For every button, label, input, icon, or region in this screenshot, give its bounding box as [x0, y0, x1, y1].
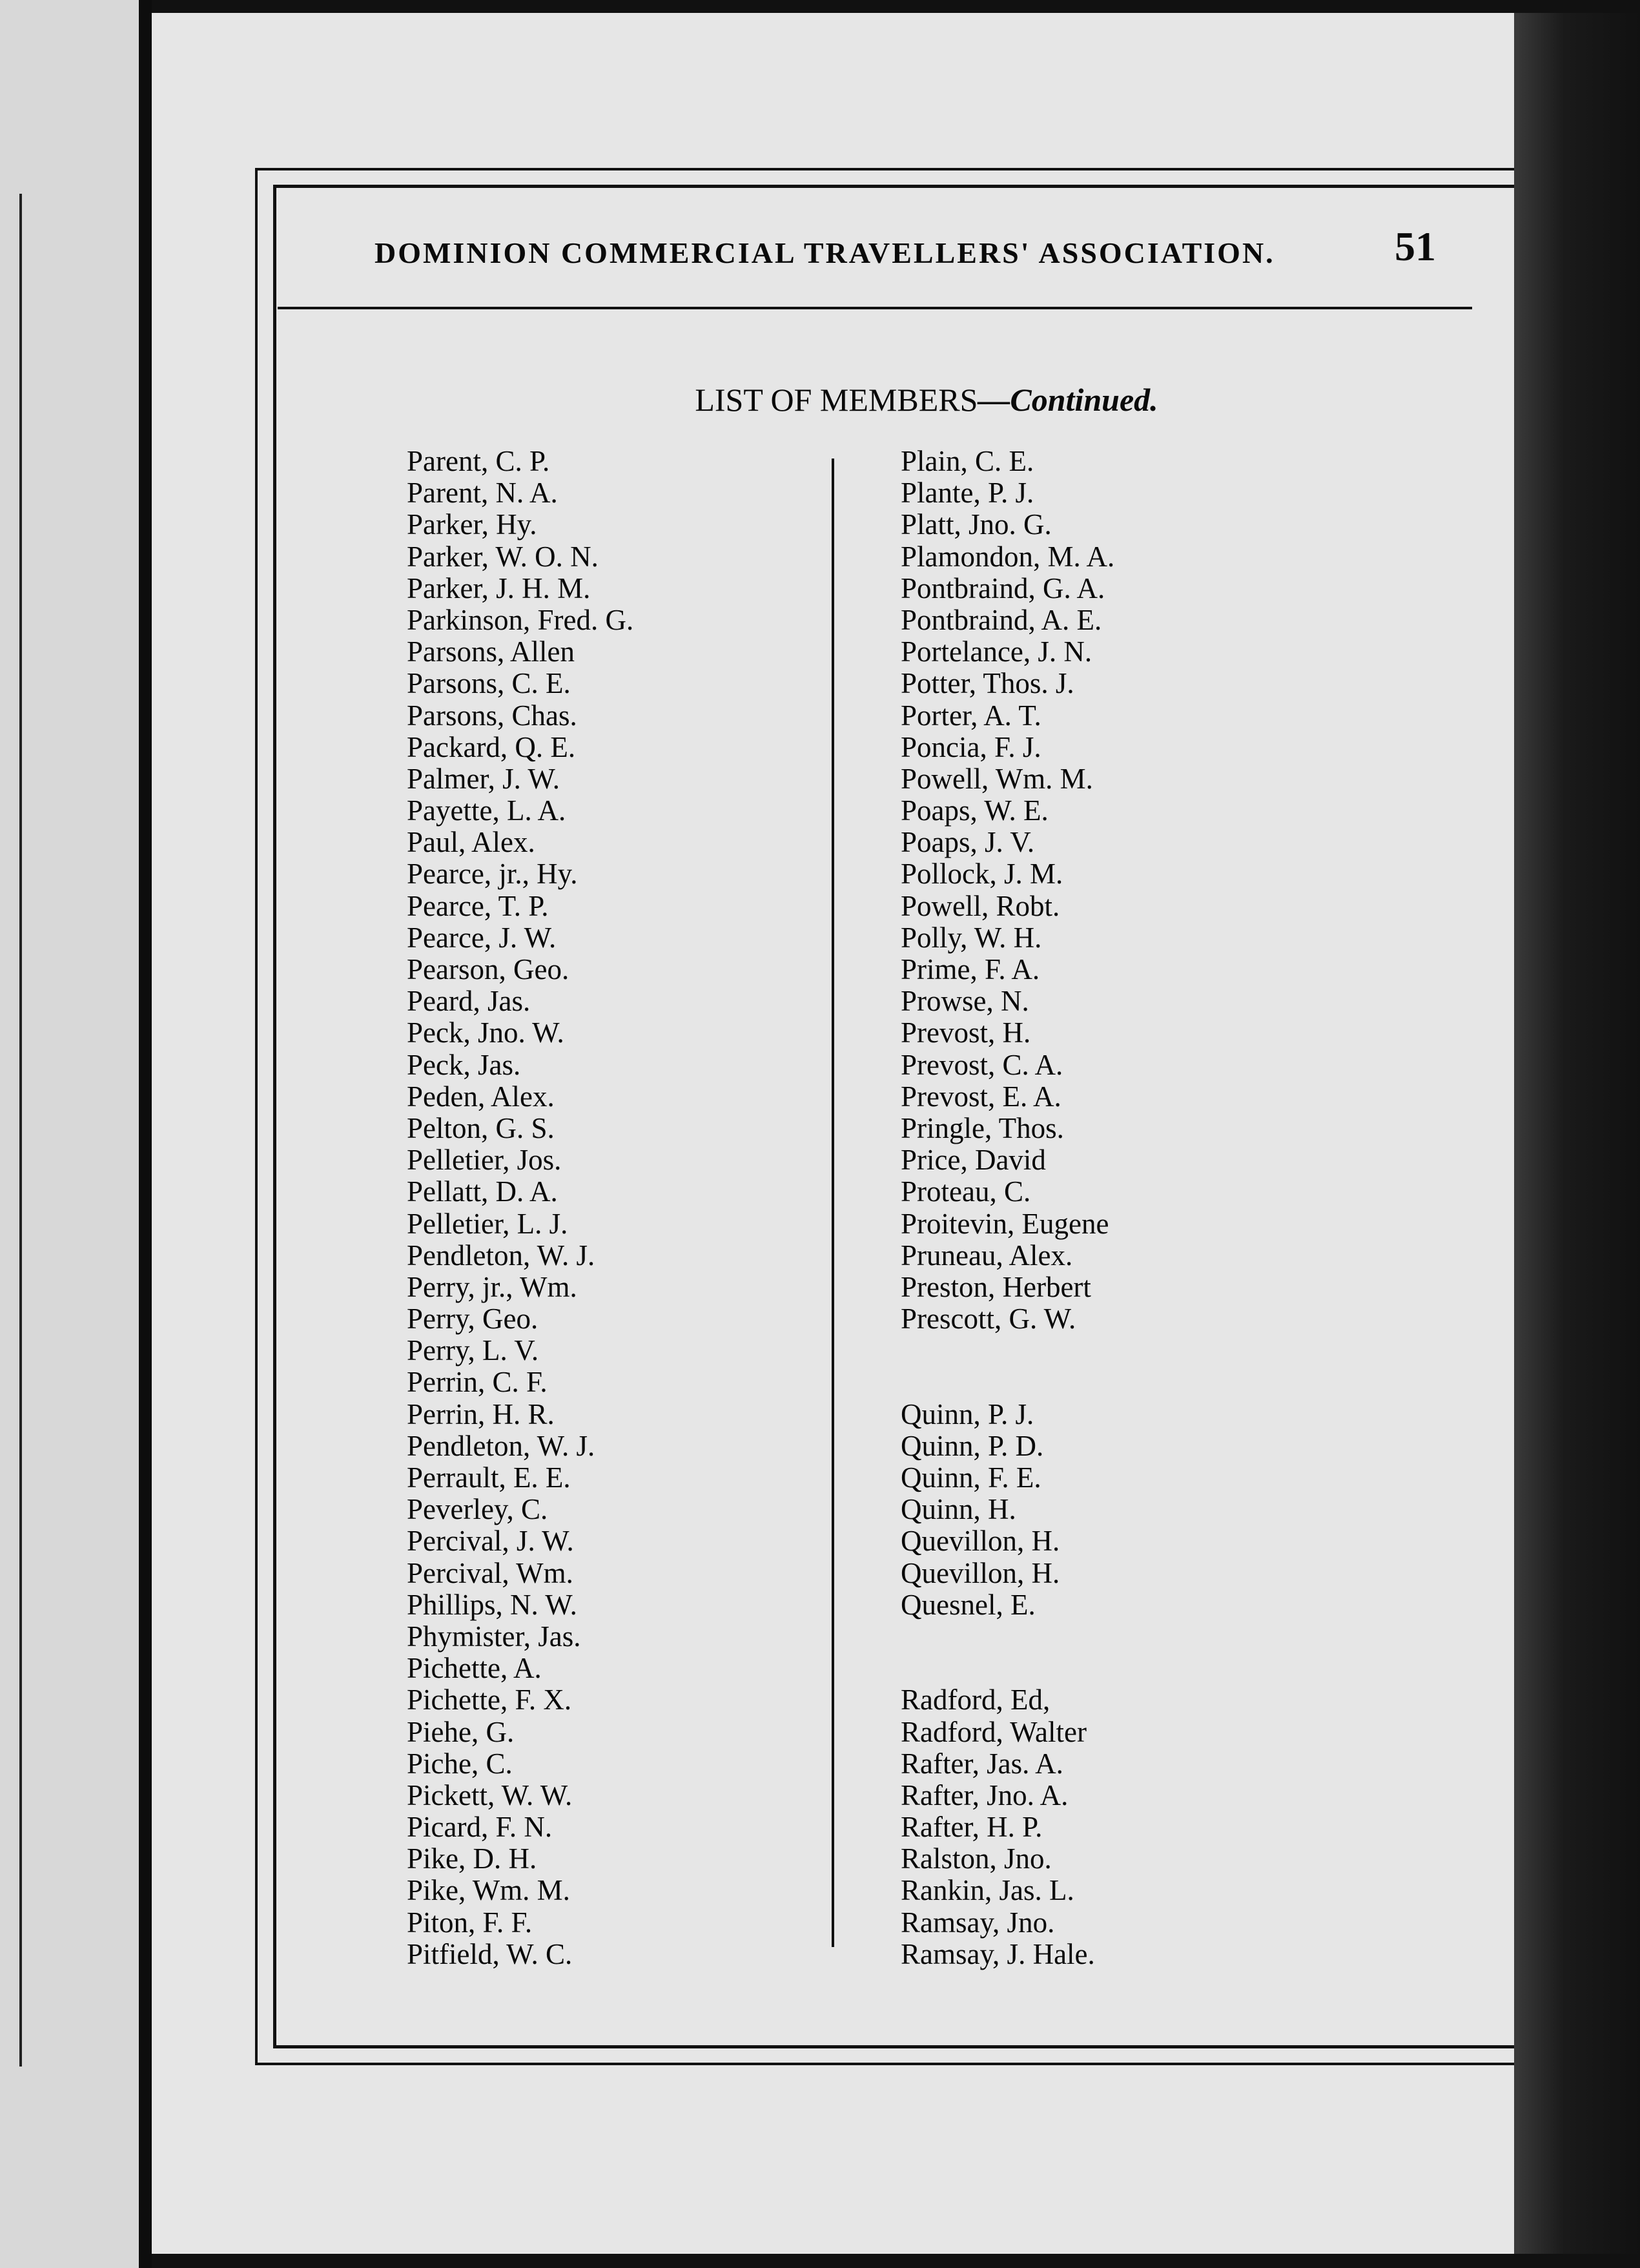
member-entry: Piton, F. F. [407, 1906, 533, 1939]
member-entry: Preston, Herbert [901, 1270, 1091, 1303]
members-right-column [901, 446, 1114, 1970]
member-entry: Pontbraind, G. A. [901, 572, 1105, 604]
member-entry: Plain, C. E. [901, 445, 1034, 477]
member-entry: Peverley, C. [407, 1493, 548, 1526]
member-entry: Prowse, N. [901, 985, 1029, 1018]
member-entry: Pitfield, W. C. [407, 1937, 573, 1970]
member-entry: Pruneau, Alex. [901, 1239, 1073, 1272]
member-entry: Paul, Alex. [407, 826, 535, 859]
member-entry: Pike, Wm. M. [407, 1874, 570, 1907]
member-entry: Quevillon, H. [901, 1556, 1060, 1589]
member-entry: Plante, P. J. [901, 477, 1034, 510]
member-entry: Perrin, H. R. [407, 1397, 555, 1430]
member-entry: Pollock, J. M. [901, 858, 1063, 891]
member-entry: Piche, C. [407, 1747, 513, 1780]
page-stack-edge [1514, 13, 1640, 2254]
letter-group-spacer [901, 1621, 1114, 1653]
member-entry: Potter, Thos. J. [901, 667, 1074, 700]
member-entry: Poaps, W. E. [901, 794, 1049, 827]
member-entry: Quinn, P. J. [901, 1397, 1034, 1430]
member-entry: Pontbraind, A. E. [901, 603, 1102, 636]
member-entry: Portelance, J. N. [901, 635, 1092, 668]
member-entry: Pearson, Geo. [407, 953, 569, 985]
member-entry: Parent, C. P. [407, 445, 550, 477]
member-entry: Pichette, F. X. [407, 1684, 572, 1716]
member-entry: Prime, F. A. [901, 953, 1040, 985]
section-title-continued: —Continued. [978, 382, 1158, 418]
member-entry: Radford, Ed, [901, 1684, 1051, 1716]
member-entry: Polly, W. H. [901, 921, 1042, 954]
member-entry: Rankin, Jas. L. [901, 1874, 1074, 1907]
member-entry: Parker, J. H. M. [407, 572, 591, 604]
member-entry: Rafter, Jas. A. [901, 1747, 1063, 1780]
letter-group-spacer [901, 1366, 1114, 1398]
member-entry: Proitevin, Eugene [901, 1207, 1109, 1240]
member-entry: Perrin, C. F. [407, 1366, 548, 1399]
member-entry: Pendleton, W. J. [407, 1239, 595, 1272]
member-entry: Pelletier, Jos. [407, 1144, 562, 1177]
member-entry: Palmer, J. W. [407, 762, 560, 795]
member-entry: Poaps, J. V. [901, 826, 1035, 859]
member-entry: Peard, Jas. [407, 985, 531, 1018]
member-entry: Parker, Hy. [407, 508, 537, 541]
member-entry: Picard, F. N. [407, 1811, 553, 1844]
members-left-column [407, 446, 633, 1970]
member-entry: Poncia, F. J. [901, 730, 1041, 763]
member-entry: Pelton, G. S. [407, 1111, 555, 1144]
member-entry: Parker, W. O. N. [407, 540, 599, 573]
facing-page [0, 0, 139, 2268]
member-entry: Pelletier, L. J. [407, 1207, 568, 1240]
member-entry: Pichette, A. [407, 1652, 542, 1685]
member-entry: Piehe, G. [407, 1715, 515, 1748]
letter-group-spacer [901, 1653, 1114, 1684]
member-entry: Pellatt, D. A. [407, 1175, 558, 1208]
member-entry: Percival, Wm. [407, 1556, 573, 1589]
member-entry: Prevost, E. A. [901, 1080, 1061, 1113]
member-entry: Proteau, C. [901, 1175, 1031, 1208]
member-entry: Quinn, H. [901, 1493, 1016, 1526]
member-entry: Plamondon, M. A. [901, 540, 1115, 573]
member-entry: Prescott, G. W. [901, 1303, 1076, 1335]
member-entry: Phillips, N. W. [407, 1588, 577, 1621]
member-entry: Porter, A. T. [901, 699, 1041, 732]
member-entry: Ramsay, Jno. [901, 1906, 1055, 1939]
member-entry: Parent, N. A. [407, 477, 558, 510]
member-entry: Perrault, E. E. [407, 1461, 571, 1494]
member-entry: Pringle, Thos. [901, 1111, 1064, 1144]
page-number: 51 [1395, 223, 1436, 269]
member-entry: Perry, L. V. [407, 1334, 539, 1367]
member-entry: Powell, Wm. M. [901, 762, 1093, 795]
member-entry: Rafter, H. P. [901, 1811, 1043, 1844]
member-entry: Peck, Jas. [407, 1048, 521, 1081]
member-entry: Parkinson, Fred. G. [407, 603, 634, 636]
member-entry: Ramsay, J. Hale. [901, 1937, 1095, 1970]
member-entry: Pickett, W. W. [407, 1778, 573, 1811]
member-entry: Powell, Robt. [901, 889, 1060, 922]
member-entry: Parsons, C. E. [407, 667, 571, 700]
member-entry: Radford, Walter [901, 1715, 1087, 1748]
member-entry: Prevost, H. [901, 1016, 1031, 1049]
book-page [152, 13, 1514, 2254]
section-title-main: LIST OF MEMBERS [695, 382, 978, 418]
member-entry: Pearce, jr., Hy. [407, 858, 578, 891]
member-entry: Ralston, Jno. [901, 1842, 1052, 1875]
member-entry: Pendleton, W. J. [407, 1429, 595, 1462]
letter-group-spacer [901, 1335, 1114, 1366]
member-entry: Perry, jr., Wm. [407, 1270, 577, 1303]
facing-page-edge [0, 194, 22, 2067]
member-entry: Parsons, Chas. [407, 699, 577, 732]
member-entry: Payette, L. A. [407, 794, 566, 827]
member-entry: Pearce, J. W. [407, 921, 557, 954]
section-title [539, 381, 1314, 418]
member-entry: Perry, Geo. [407, 1303, 538, 1335]
member-entry: Quevillon, H. [901, 1525, 1060, 1558]
member-entry: Pike, D. H. [407, 1842, 537, 1875]
book-gutter [139, 0, 152, 2268]
running-head: DOMINION COMMERCIAL TRAVELLERS' ASSOCIATION. [374, 236, 1275, 269]
member-entry: Quesnel, E. [901, 1588, 1036, 1621]
member-entry: Pearce, T. P. [407, 889, 549, 922]
header-rule [278, 307, 1472, 309]
member-entry: Peck, Jno. W. [407, 1016, 564, 1049]
member-entry: Percival, J. W. [407, 1525, 574, 1558]
member-entry: Platt, Jno. G. [901, 508, 1052, 541]
member-entry: Quinn, P. D. [901, 1429, 1044, 1462]
member-entry: Prevost, C. A. [901, 1048, 1063, 1081]
member-entry: Quinn, F. E. [901, 1461, 1041, 1494]
member-entry: Packard, Q. E. [407, 730, 576, 763]
member-entry: Price, David [901, 1144, 1046, 1177]
column-divider [832, 459, 834, 1947]
member-entry: Phymister, Jas. [407, 1620, 581, 1653]
member-entry: Peden, Alex. [407, 1080, 555, 1113]
member-entry: Rafter, Jno. A. [901, 1778, 1069, 1811]
member-entry: Parsons, Allen [407, 635, 575, 668]
